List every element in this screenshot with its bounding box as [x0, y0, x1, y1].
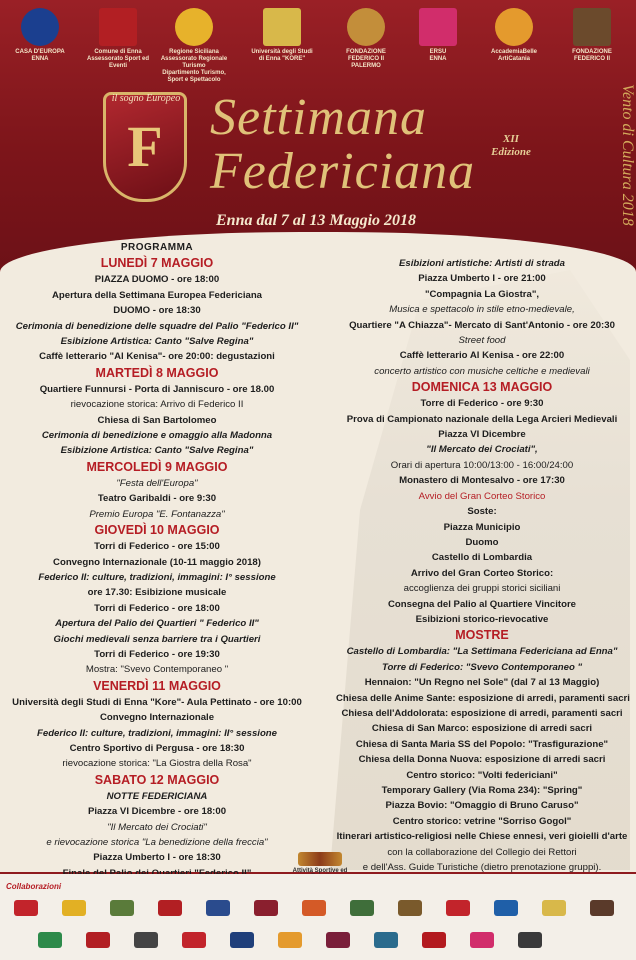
accademia-belle-arti-logo-icon: [495, 8, 533, 46]
logo-caption: AccademiaBelle: [490, 49, 538, 55]
logo-caption: ArtiCatania: [497, 56, 530, 62]
collaborations-label: Collaborazioni: [6, 882, 62, 891]
programme-line: PIAZZA DUOMO - ore 18:00: [94, 274, 220, 286]
logo-caption: ENNA: [31, 56, 49, 62]
programme-line: DUOMO - ore 18:30: [113, 305, 201, 317]
universita-kore-logo: [246, 6, 318, 63]
programme-line: Torre di Federico: "Svevo Contemporaneo ": [381, 661, 583, 673]
programme-line: Torre di Federico - ore 9:30: [420, 398, 544, 410]
programme-line: Centro storico: vetrine "Sorriso Gogol": [392, 815, 572, 827]
programme-line: Mostra: "Svevo Contemporaneo ": [85, 664, 229, 676]
programme-line: Orari di apertura 10:00/13:00 - 16:00/24:00: [390, 459, 574, 471]
programme-line: Federico II: culture, tradizioni, immagini: I° sessione: [38, 571, 276, 583]
crest-tagline: il sogno Europeo: [111, 93, 181, 104]
programme-line: Piazza Municipio: [443, 521, 521, 533]
logo-caption: FONDAZIONE: [572, 49, 612, 55]
programme-line: Premio Europa "E. Fontanazza": [89, 508, 225, 520]
programme-line: Piazza Umberto I - ore 18:30: [93, 852, 221, 864]
logo-caption: Assessorato Sport ed Eventi: [86, 56, 150, 69]
section-heading: MOSTRE: [455, 628, 509, 643]
programme-line: rievocazione storica: "La Giostra della Rosa": [62, 758, 252, 770]
federico-crest-icon: [103, 92, 187, 202]
programme-line: Torri di Federico - ore 15:00: [94, 541, 220, 553]
programme-line: Teatro Garibaldi - ore 9:30: [97, 493, 217, 505]
programme-line: Esibizioni storico-rievocative: [415, 613, 549, 625]
partner-logo-icon: [590, 900, 614, 916]
programme-line: Musica e spettacolo in stile etno-medievale,: [389, 304, 575, 316]
programme-line: Chiesa delle Anime Sante: esposizione di arredi, paramenti sacri: [336, 692, 630, 704]
logo-caption: CASA D'EUROPA: [15, 49, 65, 55]
programme-line: Torri di Federico - ore 18:00: [94, 602, 220, 614]
programme-line: Federico II: culture, tradizioni, immagini: II° sessione: [37, 727, 277, 739]
programme-line: Chiesa di San Bartolomeo: [97, 414, 217, 426]
programme-line: Esibizione Artistica: Canto "Salve Regina": [60, 336, 254, 348]
logo-caption: Sport e Spettacolo: [167, 77, 221, 83]
programme-line: "Il Mercato dei Crociati": [107, 821, 207, 833]
logo-caption: Dipartimento Turismo,: [162, 70, 226, 76]
regione-siciliana-logo: [158, 6, 230, 84]
programme-line: Centro storico: "Volti federiciani": [406, 769, 558, 781]
programme-line: concerto artistico con musiche celtiche e medievali: [374, 365, 590, 377]
programme-line: Cerimonia di benedizione delle squadre del Palio "Federico II": [15, 320, 299, 332]
programme-line: Consegna del Palio al Quartiere Vincitore: [387, 598, 577, 610]
vertical-tagline: [602, 80, 636, 280]
programme-line: Università degli Studi di Enna "Kore"- Aula Pettinato - ore 10:00: [12, 696, 302, 708]
programme-line: Convegno Internazionale (10-11 maggio 2018): [53, 556, 261, 568]
partner-logo-icon: [278, 932, 302, 948]
programme-line: Caffè letterario Al Kenisa - ore 22:00: [399, 350, 565, 362]
partner-logo-icon: [422, 932, 446, 948]
sponsor-label: Attività Sportive ed: [292, 868, 348, 874]
programme-line: "Festa dell'Europa": [116, 477, 198, 489]
partner-logo-icon: [182, 932, 206, 948]
partner-logo-icon: [542, 900, 566, 916]
partner-logo-icon: [206, 900, 230, 916]
programme-line: e dell'Ass. Guide Turistiche (dietro prenotazione gruppi).: [362, 862, 602, 874]
logo-caption: Assessorato Regionale Turismo: [160, 56, 228, 69]
fondazione-federico-enna-logo: [556, 6, 628, 63]
programme-line: Arrivo del Gran Corteo Storico:: [410, 567, 554, 579]
partner-logo-icon: [110, 900, 134, 916]
programme-heading: PROGRAMMA: [120, 242, 194, 253]
day-heading: VENERDÌ 11 MAGGIO: [93, 678, 221, 693]
programme-line: Apertura della Settimana Europea Federiciana: [51, 289, 263, 301]
partner-logo-icon: [62, 900, 86, 916]
programme-line: Chiesa di San Marco: esposizione di arredi sacri: [371, 723, 593, 735]
day-heading: MERCOLEDÌ 9 MAGGIO: [86, 459, 228, 474]
programme-line: Duomo: [465, 536, 499, 548]
sponsor-logo-icon: [298, 852, 342, 866]
partner-logo-icon: [326, 932, 350, 948]
programme-line: con la collaborazione del Collegio dei Rettori: [387, 846, 577, 858]
programme-line: ore 17.30: Esibizione musicale: [87, 587, 227, 599]
partner-logo-icon: [350, 900, 374, 916]
day-heading: SABATO 12 MAGGIO: [94, 772, 220, 787]
programme-line: Avvio del Gran Corteo Storico: [418, 490, 546, 502]
regione-siciliana-logo-icon: [175, 8, 213, 46]
logo-caption: PALERMO: [351, 63, 381, 69]
partner-logo-icon: [230, 932, 254, 948]
programme-line: rievocazione storica: Arrivo di Federico II: [70, 399, 244, 411]
programme-line: Castello di Lombardia: "La Settimana Federiciana ad Enna": [346, 646, 618, 658]
partner-logo-icon: [134, 932, 158, 948]
edition-number: XII: [503, 133, 519, 145]
ersu-enna-logo: [402, 6, 474, 63]
programme-line: Apertura del Palio dei Quartieri " Federico II": [55, 618, 259, 630]
partner-logo-icon: [254, 900, 278, 916]
programme-left-column: [8, 240, 306, 881]
comune-enna-logo: [82, 6, 154, 70]
programme-line: NOTTE FEDERICIANA: [106, 790, 208, 802]
programme-line: e rievocazione storica "La benedizione della freccia": [46, 837, 268, 848]
programme-line: Convegno Internazionale: [99, 712, 215, 724]
edition-label: Edizione: [491, 146, 531, 158]
programme-line: Centro Sportivo di Pergusa - ore 18:30: [69, 742, 245, 754]
logo-caption: ENNA: [429, 56, 447, 62]
programme-line: Esibizioni artistiche: Artisti di strada: [399, 258, 565, 269]
programme-line: Chiesa di Santa Maria SS del Popolo: "Trasfigurazione": [355, 738, 609, 750]
logo-caption: FONDAZIONE: [346, 49, 386, 55]
programme-line: Soste:: [467, 506, 497, 518]
logo-caption: Comune di Enna: [94, 49, 142, 55]
collaborations-footer: [0, 874, 636, 960]
partner-logo-icon: [302, 900, 326, 916]
programme-line: Giochi medievali senza barriere tra i Quartieri: [53, 633, 261, 645]
programme-line: Prova di Campionato nazionale della Lega Arcieri Medievali: [346, 413, 618, 425]
logo-caption: FEDERICO II: [347, 56, 384, 62]
accademia-belle-arti-logo: [478, 6, 550, 63]
programme-line: "Il Mercato dei Crociati",: [426, 444, 538, 456]
vertical-tagline-text: Vento di Cultura 2018: [619, 84, 636, 226]
top-logos-row: [0, 6, 636, 82]
fondazione-federico-logo: [330, 6, 402, 70]
programme-line: Piazza Umberto I - ore 21:00: [418, 273, 546, 285]
logo-caption: FEDERICO II: [573, 56, 610, 62]
programme-line: Monastero di Montesalvo - ore 17:30: [399, 475, 565, 487]
logo-caption: di Enna "KORE": [258, 56, 306, 62]
casa-europa-logo: [4, 6, 76, 63]
programme-line: Torri di Federico - ore 19:30: [94, 648, 220, 660]
programme-line: Cerimonia di benedizione e omaggio alla Madonna: [41, 430, 273, 442]
event-dates: Enna dal 7 al 13 Maggio 2018: [216, 212, 417, 229]
programme-line: Quartiere "A Chiazza"- Mercato di Sant'Antonio - ore 20:30: [349, 319, 615, 331]
programme-line: accoglienza dei gruppi storici siciliani: [403, 583, 561, 595]
programme-line: Piazza VI Dicembre: [438, 429, 526, 441]
programme-line: Caffè letterario "Al Kenisa"- ore 20:00: degustazioni: [39, 351, 275, 363]
partner-logo-icon: [86, 932, 110, 948]
programme-line: Quartiere Funnursi - Porta di Janniscuro - ore 18.00: [39, 383, 275, 395]
partner-logo-icon: [398, 900, 422, 916]
comune-enna-logo-icon: [99, 8, 137, 46]
programme-line: Street food: [458, 335, 506, 347]
universita-kore-logo-icon: [263, 8, 301, 46]
programme-line: Esibizione Artistica: Canto "Salve Regina": [60, 445, 254, 457]
edition-badge: [476, 133, 546, 159]
programme-line: Hennaion: "Un Regno nel Sole" (dal 7 al 13 Maggio): [364, 677, 600, 689]
crest-letter: F: [127, 114, 163, 179]
casa-europa-logo-icon: [21, 8, 59, 46]
partner-logo-icon: [494, 900, 518, 916]
partner-logo-icon: [38, 932, 62, 948]
logo-caption: Università degli Studi: [251, 49, 313, 55]
programme-line: Chiesa dell'Addolorata: esposizione di arredi, paramenti sacri: [341, 707, 623, 719]
fondazione-federico-logo-icon: [347, 8, 385, 46]
programme-line: "Compagnia La Giostra",: [424, 288, 540, 300]
programme-line: Castello di Lombardia: [431, 552, 533, 564]
event-title-line1: Settimana: [210, 89, 427, 146]
day-heading: DOMENICA 13 MAGGIO: [411, 380, 553, 395]
programme-line: Temporary Gallery (Via Roma 234): "Spring": [381, 785, 583, 796]
logo-caption: ERSU: [429, 49, 447, 55]
programme-line: Chiesa della Donna Nuova: esposizione di arredi sacri: [358, 754, 606, 766]
programme-line: Itinerari artistico-religiosi nelle Chiese ennesi, veri gioielli d'arte: [336, 831, 628, 843]
partner-logo-icon: [158, 900, 182, 916]
partner-logo-icon: [518, 932, 542, 948]
partner-logo-icon: [374, 932, 398, 948]
event-title-line2: Federiciana: [210, 143, 476, 200]
programme-right-column: [336, 256, 628, 875]
partner-logo-icon: [14, 900, 38, 916]
day-heading: GIOVEDÌ 10 MAGGIO: [94, 523, 220, 538]
day-heading: MARTEDÌ 8 MAGGIO: [95, 365, 219, 380]
fondazione-federico-enna-logo-icon: [573, 8, 611, 46]
partner-logo-icon: [446, 900, 470, 916]
programme-line: Piazza Bovio: "Omaggio di Bruno Caruso": [385, 800, 579, 812]
partner-logo-icon: [470, 932, 494, 948]
day-heading: LUNEDÌ 7 MAGGIO: [100, 256, 214, 271]
ersu-enna-logo-icon: [419, 8, 457, 46]
logo-caption: Regione Siciliana: [169, 49, 219, 55]
programme-line: Piazza VI Dicembre - ore 18:00: [87, 806, 227, 818]
